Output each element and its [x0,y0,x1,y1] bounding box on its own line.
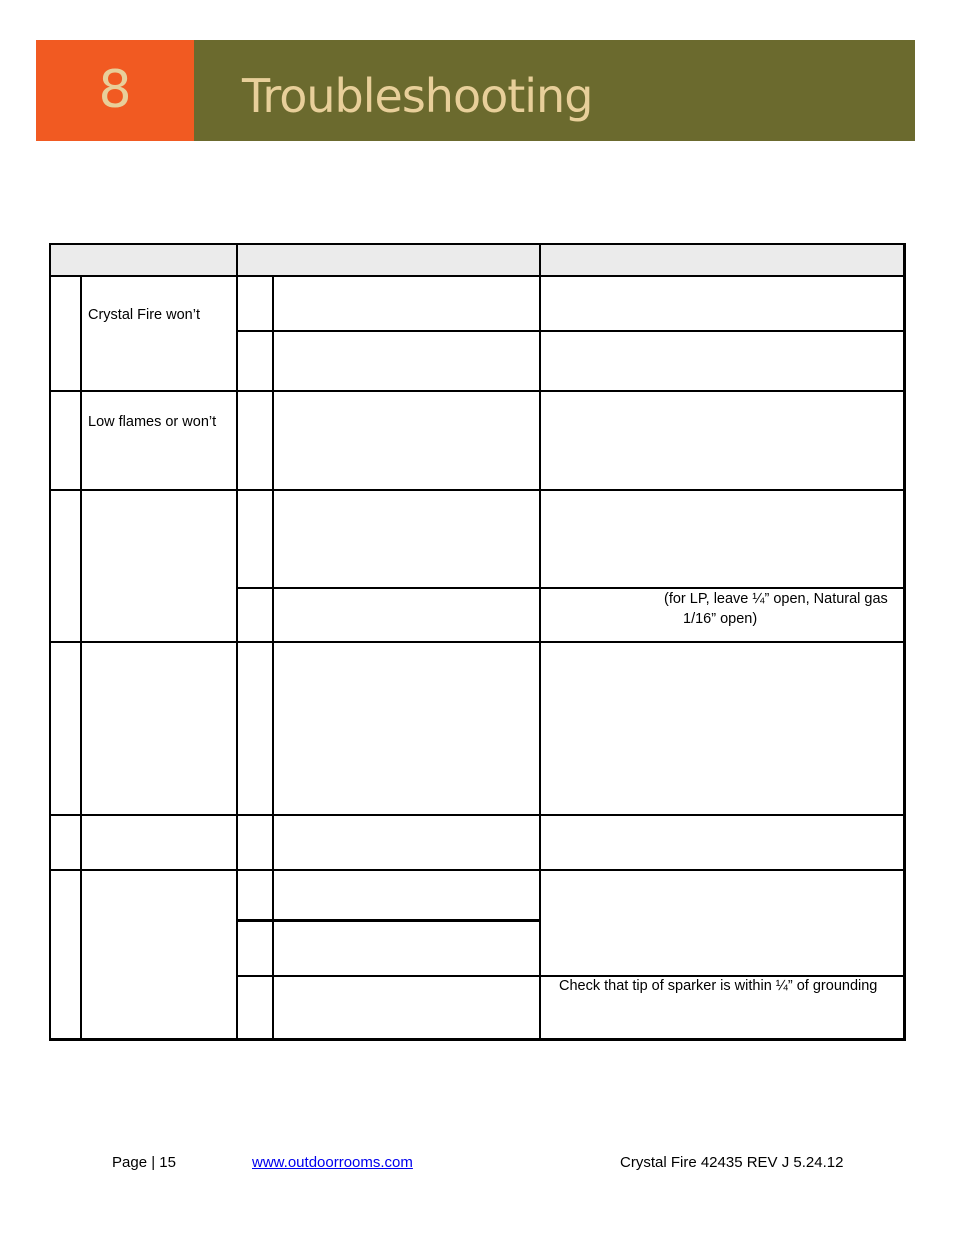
row-separator-3 [49,641,906,643]
row-separator-5 [49,869,906,871]
footer-document-id: Crystal Fire 42435 REV J 5.24.12 [620,1154,844,1171]
chapter-number: 8 [98,60,132,120]
subrow-separator-3 [236,919,541,922]
table-header-row [51,245,904,275]
table-border-top [49,243,906,245]
subrow-separator-1 [236,330,906,332]
table-border-bottom [49,1038,906,1041]
problem-cell-2: Low flames or won’t [88,414,217,430]
row-separator-4 [49,814,906,816]
solution-cell-line-2: 1/16” open) [683,611,758,627]
row-separator-2 [49,489,906,491]
solution-cell-sparker: Check that tip of sparker is within ¼” of grounding [559,978,878,994]
footer-website-link[interactable]: www.outdoorrooms.com [252,1154,413,1171]
problem-cell-1: Crystal Fire won’t [88,307,200,323]
table-header-divider [49,275,906,277]
solution-cell-line-1: (for LP, leave ¼” open, Natural gas [664,591,888,607]
row-separator-1 [49,390,906,392]
page-title: Troubleshooting [242,69,593,123]
footer-page-number: Page | 15 [112,1154,176,1171]
